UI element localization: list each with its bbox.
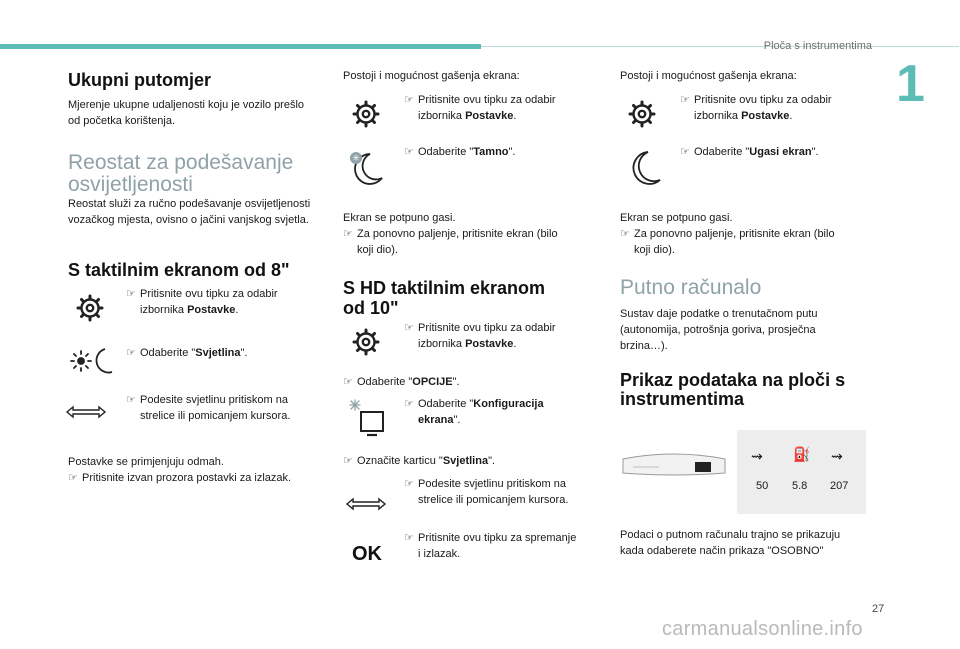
trip-title: Putno računalo — [620, 276, 762, 299]
col2-off-text: Ekran se potpuno gasi. — [343, 212, 456, 224]
arrows-icon — [344, 492, 388, 516]
gear-icon — [74, 292, 106, 324]
apply-text: Postavke se primjenjuju odmah. — [68, 456, 224, 468]
hd-step1-text: ☞ Pritisnite ovu tipku za odabir izbornika Postavke. — [404, 322, 556, 350]
monitor-icon — [346, 398, 388, 438]
hd-options-text: ☞ Odaberite "OPCIJE". — [343, 376, 460, 388]
rheostat-title-line2: osvijetljenosti — [68, 173, 193, 196]
fuel-icon: ⛽ — [793, 446, 811, 462]
display-title-line1: Prikaz podataka na ploči s — [620, 370, 846, 390]
col3-step1-text: ☞ Pritisnite ovu tipku za odabir izbornika Postavke. — [680, 94, 832, 122]
panel-value-2: 5.8 — [792, 480, 808, 492]
moon-icon — [624, 148, 664, 188]
chapter-number: 1 — [896, 55, 925, 113]
col2-on-text: ☞ Za ponovno paljenje, pritisnite ekran (bilo koji dio). — [343, 228, 558, 256]
col3-intro: Postoji i mogućnost gašenja ekrana: — [620, 70, 797, 82]
gear-icon — [350, 326, 382, 358]
step2-text: ☞ Odaberite "Svjetlina". — [126, 347, 248, 359]
panel-value-1: 50 — [756, 480, 769, 492]
hd-save-text: ☞ Pritisnite ovu tipku za spremanje i izlazak. — [404, 532, 577, 560]
odometer-text: Mjerenje ukupne udaljenosti koju je vozilo prešlo od početka korištenja. — [68, 99, 305, 127]
trip-footer-text: Podaci o putnom računalu trajno se prikazuju kada odaberete način prikaza "OSOBNO" — [620, 529, 841, 557]
trip-text: Sustav daje podatke o trenutačnom putu (autonomija, potrošnja goriva, prosječna brzina…). — [620, 308, 818, 352]
rheostat-title-line1: Reostat za podešavanje — [68, 151, 294, 174]
arrows-icon — [64, 400, 108, 424]
odometer-title: Ukupni putomjer — [68, 70, 211, 90]
hd-config-text: ☞ Odaberite "Konfiguracija ekrana". — [404, 398, 544, 426]
step1-text: ☞ Pritisnite ovu tipku za odabir izbornika Postavke. — [126, 288, 278, 316]
header-rule — [481, 46, 959, 47]
gear-icon — [626, 98, 658, 130]
autonomy-icon: ⇝ — [751, 448, 763, 464]
exit-text: ☞ Pritisnite izvan prozora postavki za izlazak. — [68, 472, 292, 484]
hd-bright-text: ☞ Podesite svjetlinu pritiskom na strelice ili pomicanjem kursora. — [404, 478, 569, 506]
distance-icon: ⇝ — [831, 448, 843, 464]
dashboard-icon — [618, 450, 730, 480]
col2-intro: Postoji i mogućnost gašenja ekrana: — [343, 70, 520, 82]
header-accent-bar — [0, 44, 481, 49]
dark-moon-icon — [346, 148, 386, 188]
col3-step2-text: ☞ Odaberite "Ugasi ekran". — [680, 146, 819, 158]
col2-step2-text: ☞ Odaberite "Tamno". — [404, 146, 516, 158]
hd-title-line1: S HD taktilnim ekranom — [343, 278, 546, 298]
hd-tab-text: ☞ Označite karticu "Svjetlina". — [343, 455, 496, 467]
hd-title-line2: od 10" — [343, 298, 399, 318]
step3-text: ☞ Podesite svjetlinu pritiskom na strelice ili pomicanjem kursora. — [126, 394, 291, 422]
col3-on-text: ☞ Za ponovno paljenje, pritisnite ekran (bilo koji dio). — [620, 228, 835, 256]
rheostat-text: Reostat služi za ručno podešavanje osvijetljenosti vozačkog mjesta, ovisno o jačini vanjskog svjetla. — [68, 198, 311, 226]
gear-icon — [350, 98, 382, 130]
col3-off-text: Ekran se potpuno gasi. — [620, 212, 733, 224]
display-title-line2: instrumentima — [620, 389, 745, 409]
ok-label: OK — [352, 543, 382, 565]
page-number: 27 — [872, 603, 885, 615]
watermark: carmanualsonline.info — [662, 618, 863, 640]
svg-text:✳: ✳ — [352, 154, 360, 164]
col2-step1-text: ☞ Pritisnite ovu tipku za odabir izbornika Postavke. — [404, 94, 556, 122]
touch8-title: S taktilnim ekranom od 8" — [68, 260, 290, 280]
trip-data-panel — [737, 430, 866, 514]
panel-value-3: 207 — [830, 480, 849, 492]
section-title: Ploča s instrumentima — [763, 40, 872, 52]
sun-moon-icon — [68, 344, 114, 378]
